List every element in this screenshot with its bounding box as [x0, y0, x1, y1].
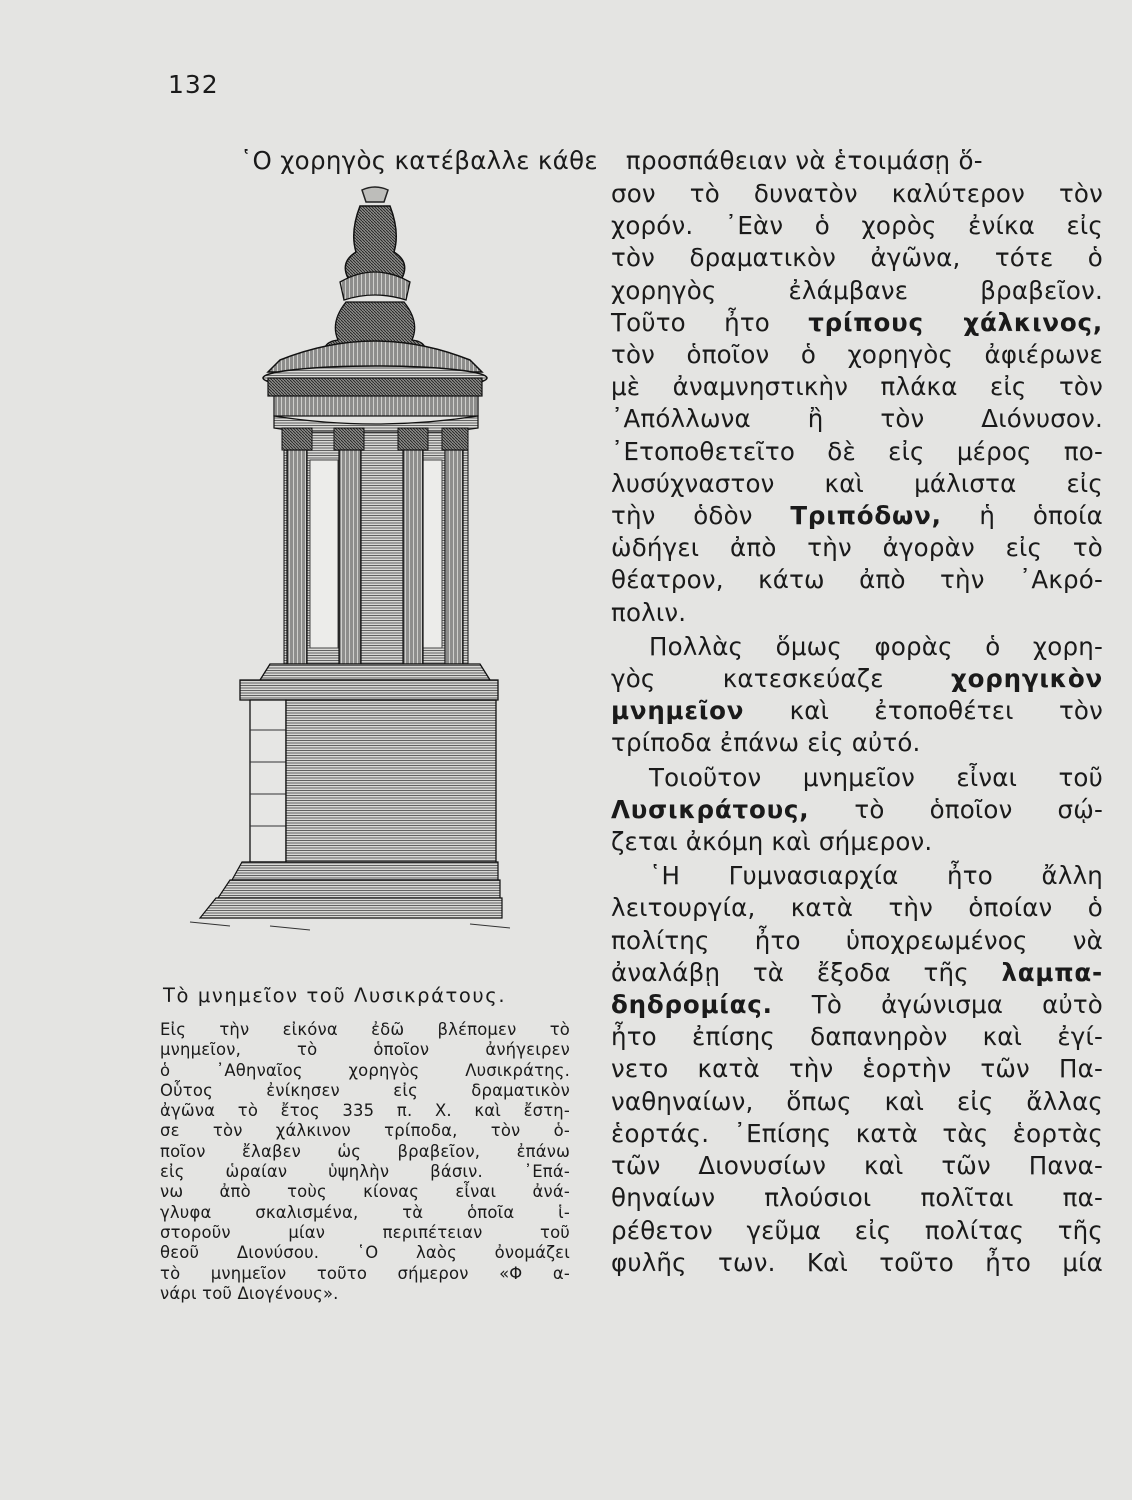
term-choregikon: χορηγικὸν: [951, 664, 1103, 694]
page-number: 132: [168, 70, 219, 99]
body-text: Τοῦτο ἦτο: [611, 307, 770, 337]
body-line: ναθηναίων, ὅπως καὶ εἰς ἄλλας: [611, 1086, 1103, 1116]
body-line: τὸν δραματικὸν ἀγῶνα, τότε ὁ: [611, 243, 1103, 273]
term-tripodon: Τριπόδων,: [790, 501, 942, 531]
first-text-line: [240, 146, 1110, 175]
body-line: [611, 989, 1103, 1021]
figure-caption-title: Τὸ μνημεῖον τοῦ Λυσικράτους.: [163, 984, 507, 1007]
body-line: Πολλὰς ὅμως φορὰς ὁ χορη-: [649, 631, 1103, 661]
body-line: λειτουργία, κατὰ τὴν ὁποίαν ὁ: [611, 893, 1103, 923]
caption-line: σε τὸν χάλκινον τρίποδα, τὸν ὁ-: [160, 1121, 570, 1141]
figure-caption: [160, 1020, 570, 1304]
caption-line: στοροῦν μίαν περιπέτειαν τοῦ: [160, 1222, 570, 1242]
body-line: ἑορτάς. ᾿Επίσης κατὰ τὰς ἑορτὰς: [611, 1118, 1103, 1148]
body-line: ρέθετον γεῦμα εἰς πολίτας τῆς: [611, 1215, 1103, 1245]
caption-line: μνημεῖον, τὸ ὁποῖον ἀνήγειρεν: [160, 1040, 570, 1060]
body-text: Τὸ ἀγώνισμα αὐτὸ: [811, 990, 1103, 1020]
body-line: πολιν.: [611, 597, 687, 627]
body-line: χορηγὸς ἐλάμβανε βραβεῖον.: [611, 275, 1103, 305]
caption-line: Οὗτος ἐνίκησεν εἰς δραματικὸν: [160, 1080, 570, 1100]
body-line: [611, 957, 1103, 989]
term-lampadedromias-end: δηδρομίας.: [611, 990, 773, 1020]
body-line: θηναίων πλούσιοι πολῖται πα-: [611, 1183, 1103, 1213]
body-line: σον τὸ δυνατὸν καλύτερον τὸν: [611, 179, 1103, 208]
caption-line: ποῖον ἔλαβεν ὡς βραβεῖον, ἐπάνω: [160, 1141, 570, 1161]
body-text: ἡ ὁποία: [979, 501, 1103, 531]
body-line: ᾿Ετοποθετεῖτο δὲ εἰς μέρος πο-: [611, 436, 1103, 466]
body-line: ἦτο ἐπίσης δαπανηρὸν καὶ ἐγί-: [611, 1022, 1103, 1052]
body-line: ῾Η Γυμνασιαρχία ἦτο ἄλλη: [649, 861, 1103, 891]
body-line: [611, 307, 1103, 339]
first-line-left: ῾Ο χορηγὸς κατέβαλλε κάθε: [240, 146, 598, 175]
body-text: τὴν ὁδὸν: [611, 501, 753, 531]
body-line: τρίποδα ἐπάνω εἰς αὐτό.: [611, 728, 921, 758]
body-line: [611, 500, 1103, 532]
monument-illustration: [170, 182, 600, 952]
body-text: τὸ ὁποῖον σῴ-: [854, 794, 1103, 824]
term-tripous: τρίπους χάλκινος,: [808, 307, 1103, 337]
term-lampadedromias-start: λαμπα-: [1001, 957, 1103, 987]
body-text-column: [611, 178, 1103, 1279]
caption-line: γλυφα σκαλισμένα, τὰ ὁποῖα ἱ-: [160, 1202, 570, 1222]
body-line: μὲ ἀναμνηστικὴν πλάκα εἰς τὸν: [611, 372, 1103, 402]
caption-line: εἰς ὡραίαν ὑψηλὴν βάσιν. ᾿Επά-: [160, 1162, 570, 1182]
caption-line: τὸ μνημεῖον τοῦτο σήμερον «Φ α-: [160, 1263, 570, 1283]
lysicrates-monument-engraving: [170, 182, 600, 952]
body-text: καὶ ἐτοποθέτει τὸν: [789, 696, 1103, 726]
caption-line: ἀγῶνα τὸ ἔτος 335 π. Χ. καὶ ἔστη-: [160, 1101, 570, 1121]
first-line-right: προσπάθειαν νὰ ἑτοιμάσῃ ὅ-: [625, 146, 983, 175]
body-line: [611, 695, 1103, 727]
body-text: ἀναλάβῃ τὰ ἔξοδα τῆς: [611, 957, 969, 987]
caption-line: Εἰς τὴν εἰκόνα ἐδῶ βλέπομεν τὸ: [160, 1020, 570, 1039]
body-text: γὸς κατεσκεύαζε: [611, 664, 884, 694]
body-line: ζεται ἀκόμη καὶ σήμερον.: [611, 827, 933, 857]
body-line: [611, 663, 1103, 695]
body-line: φυλῆς των. Καὶ τοῦτο ἦτο μία: [611, 1247, 1103, 1277]
body-line: νετο κατὰ τὴν ἑορτὴν τῶν Πα-: [611, 1054, 1103, 1084]
body-line: λυσύχναστον καὶ μάλιστα εἰς: [611, 468, 1103, 498]
caption-line: νάρι τοῦ Διογένους».: [160, 1283, 339, 1303]
term-lysikratous: Λυσικράτους,: [611, 794, 810, 824]
body-line: ᾿Απόλλωνα ἢ τὸν Διόνυσον.: [611, 404, 1103, 434]
body-line: [611, 794, 1103, 826]
body-line: Τοιοῦτον μνημεῖον εἶναι τοῦ: [649, 762, 1103, 792]
body-line: τῶν Διονυσίων καὶ τῶν Πανα-: [611, 1151, 1103, 1181]
caption-line: νω ἀπὸ τοὺς κίονας εἶναι ἀνά-: [160, 1182, 570, 1202]
body-line: θέατρον, κάτω ἀπὸ τὴν ᾿Ακρό-: [611, 565, 1103, 595]
body-line: τὸν ὁποῖον ὁ χορηγὸς ἀφιέρωνε: [611, 340, 1103, 370]
term-mnemeion: μνημεῖον: [611, 696, 745, 726]
body-line: ὡδήγει ἀπὸ τὴν ἀγορὰν εἰς τὸ: [611, 533, 1103, 563]
body-line: χορόν. ᾿Εὰν ὁ χορὸς ἐνίκα εἰς: [611, 211, 1103, 241]
caption-line: ὁ ᾿Αθηναῖος χορηγὸς Λυσικράτης.: [160, 1060, 570, 1080]
caption-line: θεοῦ Διονύσου. ῾Ο λαὸς ὀνομάζει: [160, 1243, 570, 1263]
body-line: πολίτης ἦτο ὑποχρεωμένος νὰ: [611, 925, 1103, 955]
